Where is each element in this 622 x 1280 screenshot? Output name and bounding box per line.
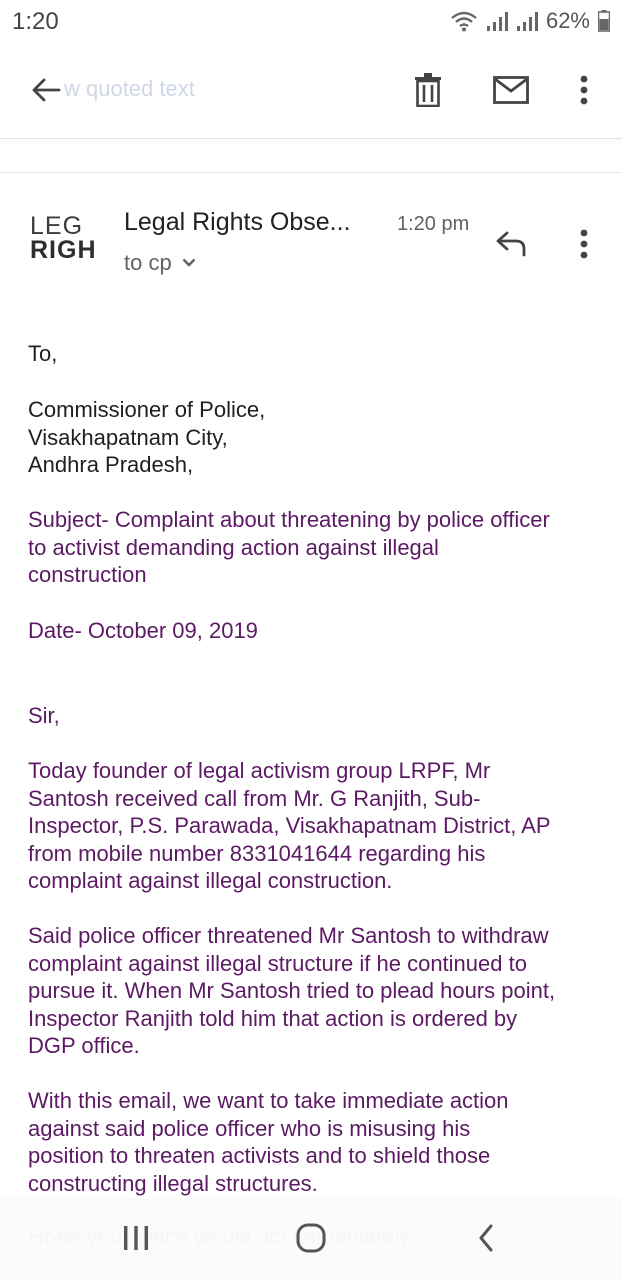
paragraph-line: position to threaten activists and to shield those (28, 1143, 491, 1168)
status-time: 1:20 (12, 8, 59, 35)
status-bar (0, 0, 622, 44)
paragraph-line: Inspector, P.S. Parawada, Visakhapatnam District, AP (28, 813, 551, 838)
system-back-button[interactable] (456, 1216, 516, 1260)
paragraph-line: complaint against illegal construction. (28, 868, 393, 893)
subject-line: Subject- Complaint about threatening by police officer (28, 507, 550, 532)
more-vert-icon (579, 75, 589, 105)
home-icon (295, 1223, 327, 1253)
more-options-button[interactable] (562, 68, 606, 112)
reply-icon (496, 231, 528, 257)
date-line: Date- October 09, 2019 (28, 618, 258, 643)
mark-unread-button[interactable] (489, 68, 533, 112)
address-line: Commissioner of Police, (28, 397, 266, 422)
subject-block (28, 506, 598, 589)
sender-avatar[interactable] (30, 214, 102, 266)
signal-icon-2 (516, 10, 538, 32)
logo-line2: RIGH (30, 236, 97, 264)
mail-icon (493, 76, 529, 104)
paragraph-line: Santosh received call from Mr. G Ranjith, Sub- (28, 785, 481, 811)
paragraph-line: Inspector Ranjith told him that action is ordered by (28, 1005, 518, 1031)
greeting-to: To, (28, 341, 58, 366)
sender-name[interactable]: Legal Rights Obse... (124, 208, 351, 236)
paragraph-line: constructing illegal structures. (28, 1170, 318, 1196)
email-toolbar (0, 44, 622, 139)
paragraph-line: pursue it. When Mr Santosh tried to plead hours point, (28, 978, 556, 1003)
wifi-icon (450, 10, 478, 32)
back-button[interactable] (24, 68, 68, 112)
paragraph-line: from mobile number 8331041644 regarding his (28, 840, 486, 866)
paragraph-2 (28, 922, 598, 1060)
recents-icon (122, 1225, 150, 1251)
message-time: 1:20 pm (397, 213, 470, 235)
battery-percent: 62% (545, 8, 590, 33)
home-button[interactable] (281, 1216, 341, 1260)
back-arrow-icon (31, 77, 61, 103)
subject-line: to activist demanding action against illegal (28, 534, 439, 560)
paragraph-line: complaint against illegal structure if he continued to (28, 950, 527, 976)
logo-line1: LEG (30, 214, 84, 240)
paragraph-line: With this email, we want to take immediate action (28, 1088, 509, 1113)
subject-line: construction (28, 562, 147, 587)
status-icons (450, 8, 610, 34)
paragraph-line: against said police officer who is misusing his (28, 1115, 471, 1141)
battery-icon (598, 10, 610, 32)
reply-button[interactable] (490, 224, 534, 264)
paragraph-line: DGP office. (28, 1033, 140, 1058)
recipients-label: to cp (124, 250, 172, 275)
paragraph-line: Said police officer threatened Mr Santosh to withdraw (28, 923, 549, 948)
more-vert-icon (579, 229, 589, 259)
salutation: Sir, (28, 703, 60, 728)
trash-icon (414, 73, 442, 107)
address-line: Visakhapatnam City, (28, 424, 228, 450)
message-header (0, 180, 622, 300)
ghost-quoted-text: w quoted text (64, 76, 195, 101)
paragraph-line: Today founder of legal activism group LRPF, Mr (28, 758, 491, 783)
chevron-left-icon (477, 1224, 495, 1252)
recents-button[interactable] (106, 1216, 166, 1260)
message-more-button[interactable] (564, 224, 604, 264)
recipients-toggle[interactable] (124, 250, 196, 276)
delete-button[interactable] (406, 68, 450, 112)
divider (0, 172, 622, 173)
address-block (28, 396, 598, 479)
chevron-down-icon (182, 258, 196, 268)
signal-icon-1 (486, 10, 508, 32)
paragraph-1 (28, 757, 598, 895)
paragraph-3 (28, 1087, 598, 1197)
system-nav-bar (0, 1198, 622, 1280)
address-line: Andhra Pradesh, (28, 452, 194, 477)
